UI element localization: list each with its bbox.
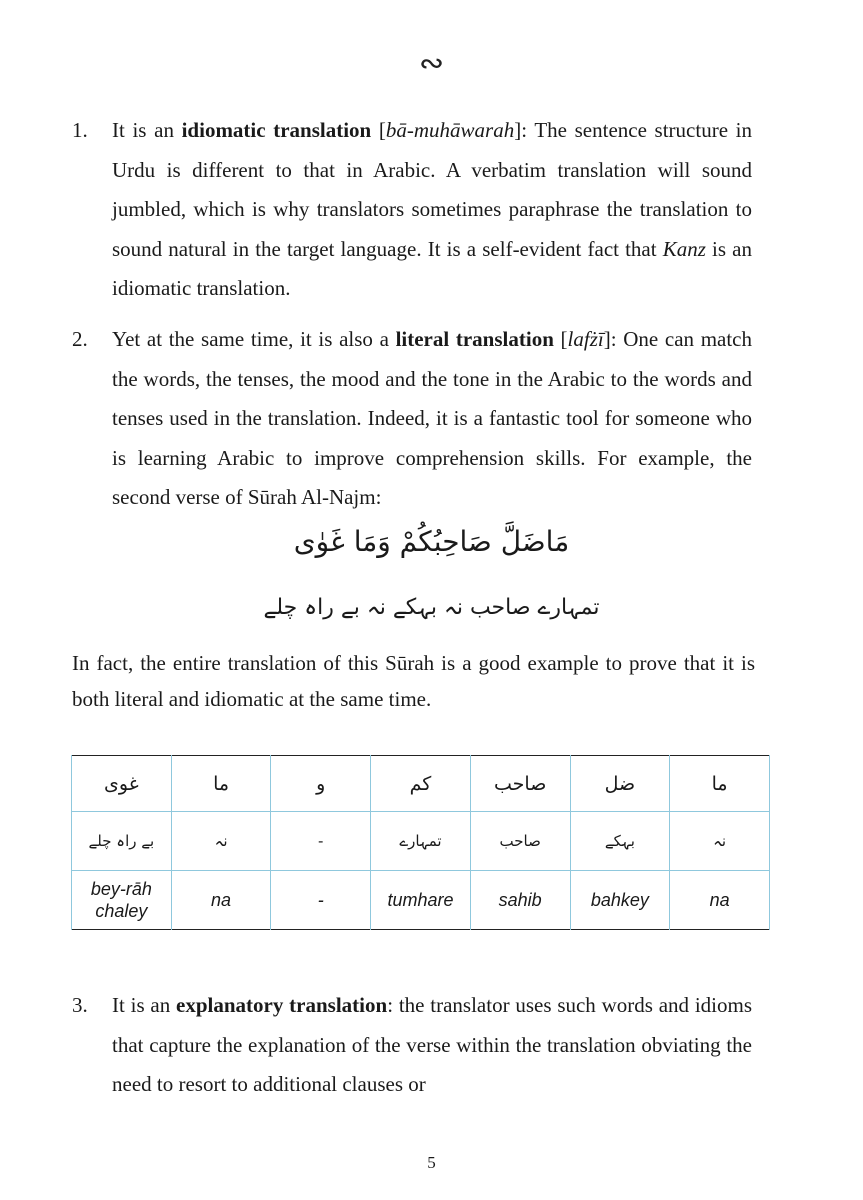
list-item-3 — [72, 986, 752, 1105]
item-heading: explanatory translation — [176, 993, 388, 1017]
item-term: lafżī — [567, 327, 604, 351]
item-text: : the translator uses such words and idioms that capture the explanation of the verse within the translation obviating the need to resort to additional clauses or — [112, 993, 753, 1096]
table-cell: na — [171, 871, 271, 930]
table-cell: tumhare — [371, 871, 471, 930]
table-cell: صاحب — [470, 812, 570, 871]
table-cell: ما — [171, 756, 271, 812]
item-text-tail: is an idiomatic translation. — [112, 236, 752, 300]
table-row-arabic — [72, 756, 770, 812]
table-cell: تمہارے — [371, 812, 471, 871]
table-cell: صاحب — [470, 756, 570, 812]
item-heading: idiomatic translation — [181, 118, 372, 142]
item-body: It is an idiomatic translation [bā-muhāwarah]: The sentence structure in Urdu is different to that in Arabic. A verbatim translation will sound jumbled, which is why translators sometimes paraphrase the translation to sound natural in the target language. It is a self-evident fact that Kanz is an idiomatic translation. — [112, 118, 753, 300]
table-cell: غوى — [72, 756, 172, 812]
table-cell: - — [271, 871, 371, 930]
item-heading: literal translation — [395, 327, 554, 351]
item-body — [112, 986, 752, 1105]
urdu-translation: تمہارے صاحب نہ بہکے نہ بے راہ چلے — [263, 595, 600, 620]
table-cell: بہکے — [570, 812, 670, 871]
table-cell: ضل — [570, 756, 670, 812]
table-row-transliteration — [72, 871, 770, 930]
item-number: 2. — [72, 327, 88, 351]
item-number: 1. — [72, 118, 88, 142]
item-text-lead: Yet at the same time, it is also a — [112, 327, 396, 351]
item-term: bā-muhāwarah — [385, 118, 515, 142]
paragraph: In fact, the entire translation of this Sūrah is a good example to prove that it is both literal and idiomatic at the same time. — [72, 651, 755, 711]
page-number: 5 — [427, 1153, 436, 1172]
table-cell: بے راہ چلے — [72, 812, 172, 871]
table-row-urdu — [72, 812, 770, 871]
item-text: One can match the words, the tenses, the mood and the tone in the Arabic to the words and tenses used in the translation. Indeed, it is a fantastic tool for someone who is learning Arabic to improve comprehension skills. For example, the second verse of Sūrah Al-Najm: — [112, 327, 753, 509]
item-body: Yet at the same time, it is also a literal translation [lafżī]: One can match the words, the tenses, the mood and the tone in the Arabic to the words and tenses used in the translation. Indeed, it is a fantastic tool for someone who is learning Arabic to improve comprehension skills. For example, the second verse of Sūrah Al-Najm: — [112, 327, 753, 509]
table-cell: bey-rāh chaley — [72, 871, 172, 930]
item-text: The sentence structure in Urdu is different to that in Arabic. A verbatim translation will sound jumbled, which is why translators sometimes paraphrase the translation to sound natural in the target language. It is a self-evident fact that — [112, 118, 753, 261]
item-text-lead: It is an — [112, 118, 182, 142]
table-cell: sahib — [470, 871, 570, 930]
list-item-1 — [72, 111, 752, 309]
item-text-lead: It is an — [112, 993, 177, 1017]
ornament: ∾ — [418, 46, 445, 81]
word-table — [71, 755, 770, 930]
table-cell: كم — [371, 756, 471, 812]
table-cell: و — [271, 756, 371, 812]
table-cell: ما — [670, 756, 770, 812]
table-cell: na — [670, 871, 770, 930]
table-cell: نہ — [670, 812, 770, 871]
item-number: 3. — [72, 993, 88, 1017]
table-cell: - — [271, 812, 371, 871]
table-cell: نہ — [171, 812, 271, 871]
arabic-verse: مَاضَلَّ صَاحِبُكُمْ وَمَا غَوٰى — [293, 525, 570, 558]
list-item-2 — [72, 320, 752, 518]
table-cell: bahkey — [570, 871, 670, 930]
item-italic-word: Kanz — [662, 236, 706, 261]
